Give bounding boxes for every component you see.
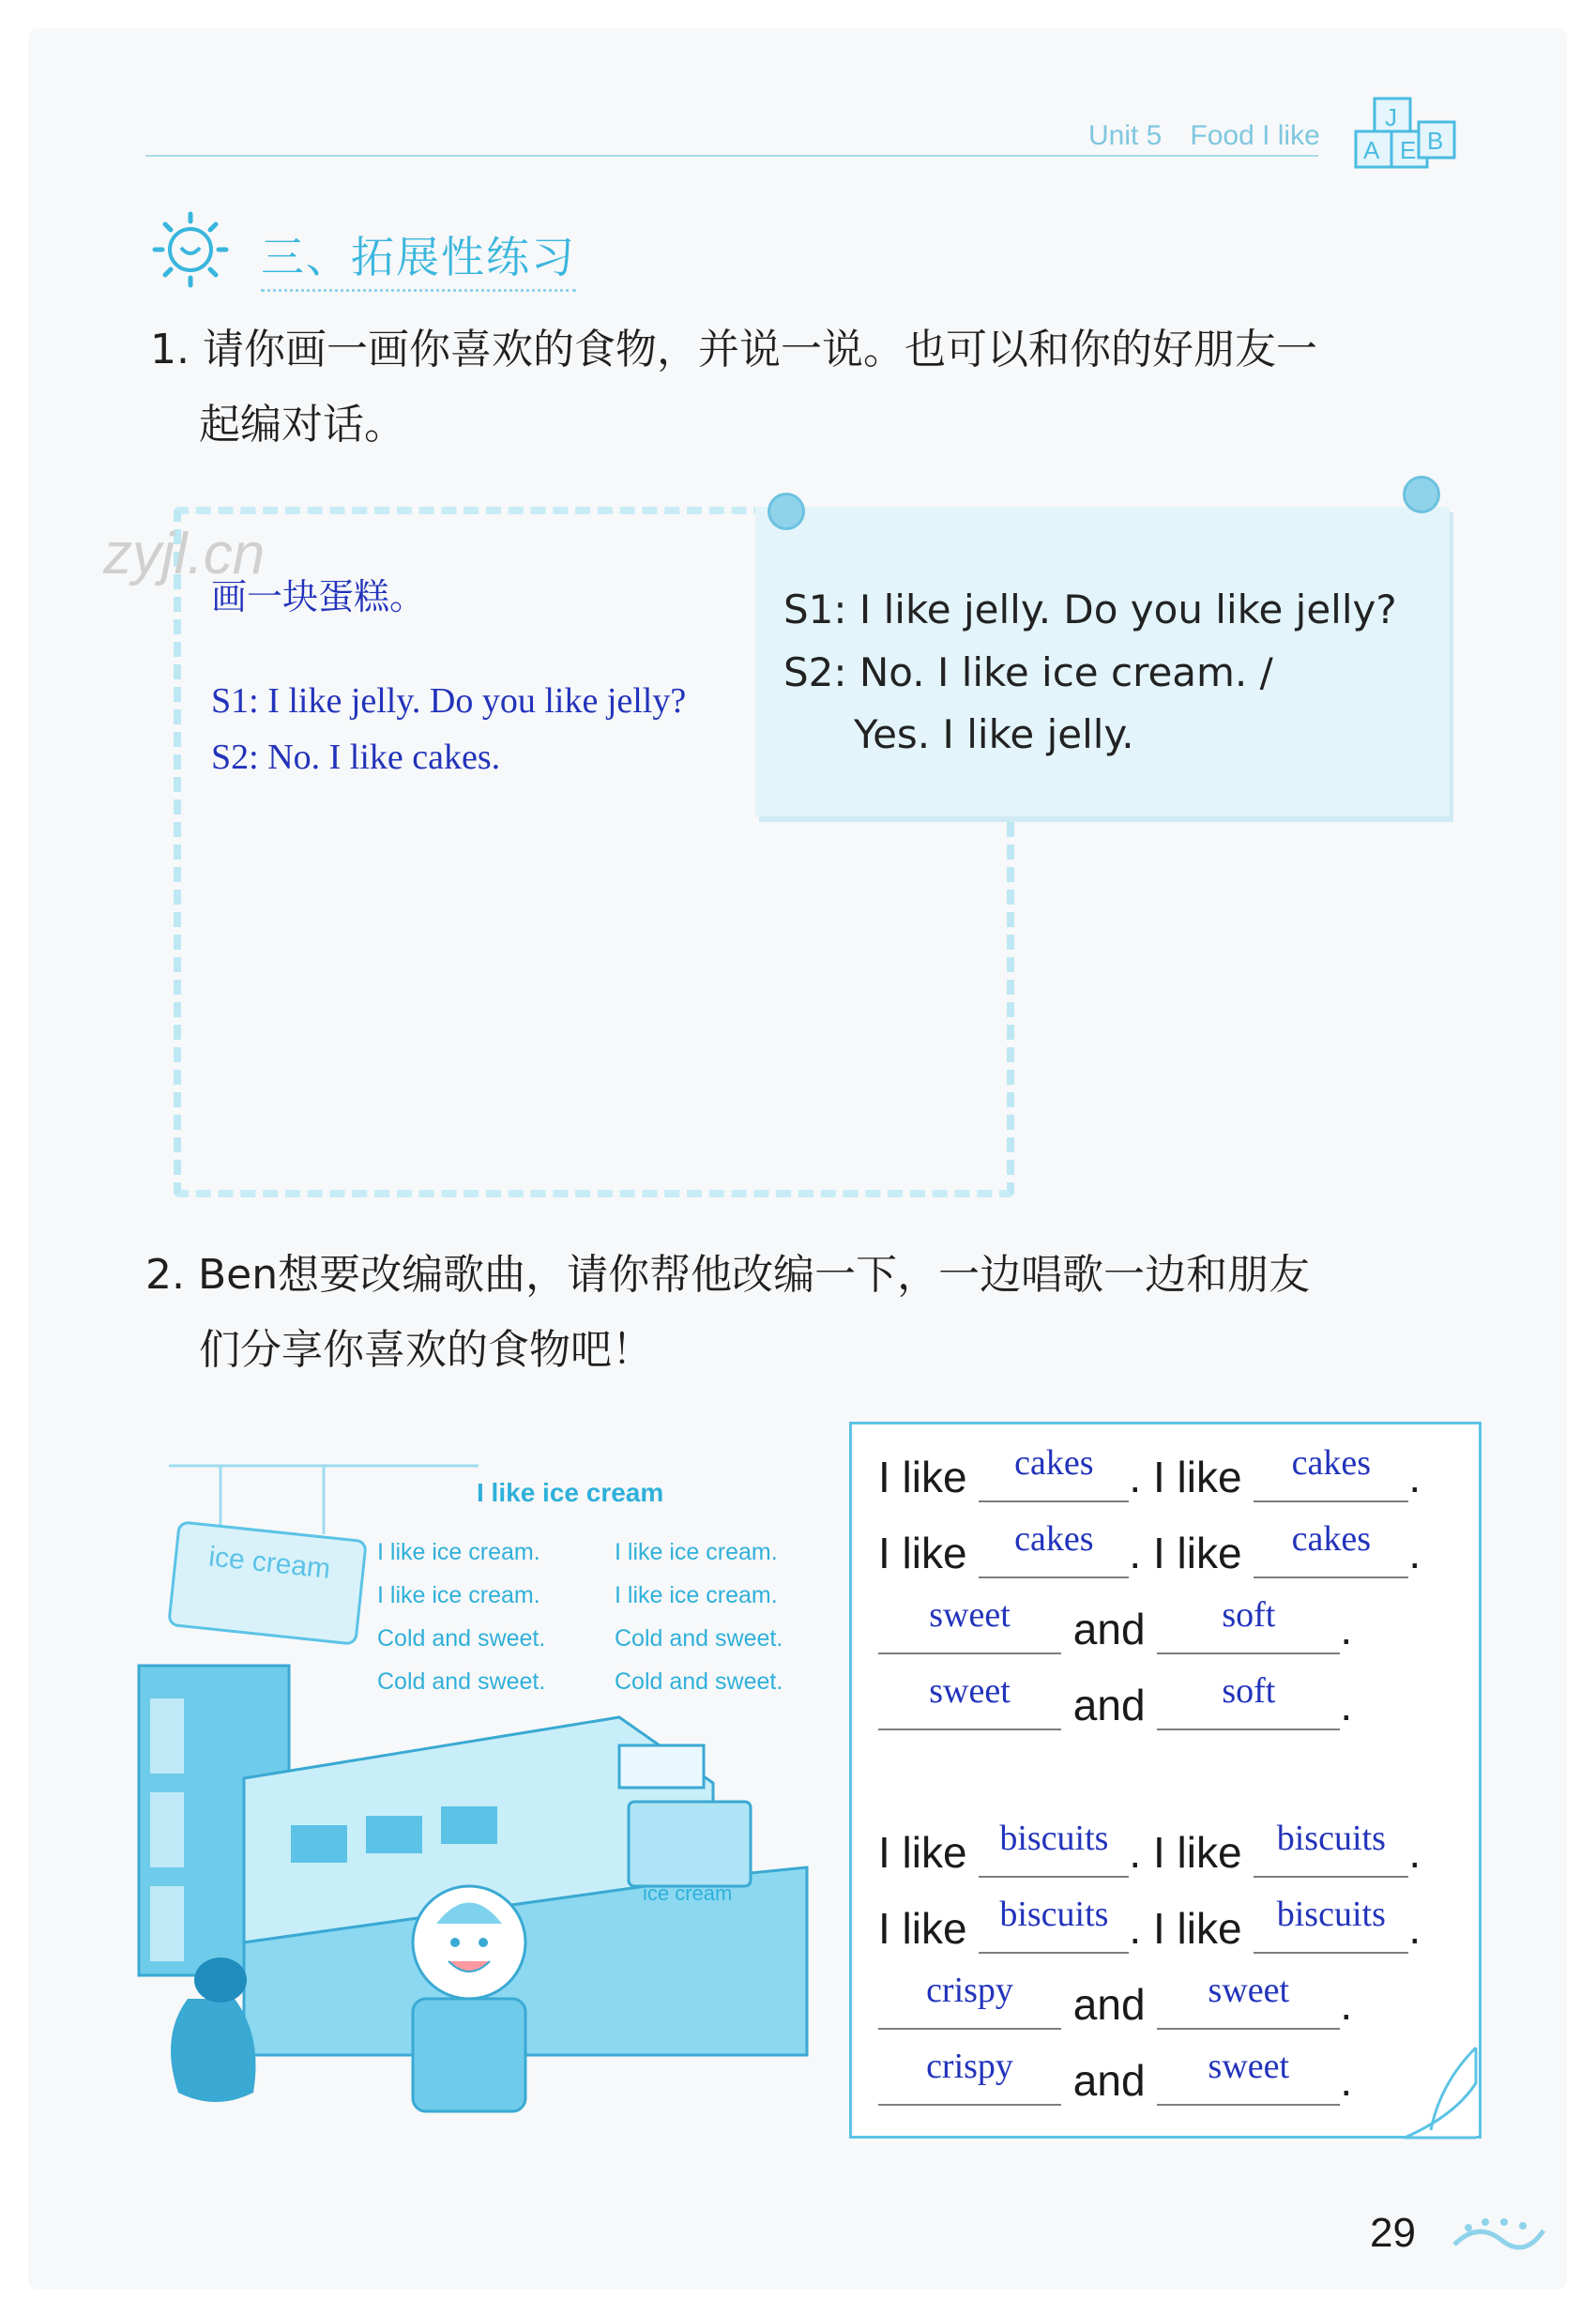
section-title: 三、拓展性练习 — [261, 223, 576, 292]
lyric-col1-line1: I like ice cream. — [377, 1539, 540, 1565]
lyric-col1-line4: Cold and sweet. — [377, 1668, 546, 1695]
answer-text: soft — [1222, 1595, 1276, 1635]
answer-text: biscuits — [999, 1895, 1109, 1934]
watermark: zyjl.cn — [103, 522, 266, 586]
answer-text: cakes — [1014, 1443, 1094, 1483]
food-blank[interactable] — [979, 1519, 1129, 1578]
verse1-line2 — [878, 1519, 1421, 1584]
verse2-line2 — [878, 1895, 1421, 1959]
header-rule — [145, 155, 1318, 157]
i-like-text: I like — [878, 1529, 967, 1577]
topic-label: Food I like — [1190, 120, 1320, 151]
adjective-blank[interactable] — [878, 1595, 1061, 1654]
svg-text:J: J — [1385, 103, 1397, 131]
i-like-text: I like — [878, 1828, 967, 1877]
verse1-line3 — [878, 1595, 1353, 1660]
page-number: 29 — [1370, 2210, 1416, 2256]
lyric-col2-line4: Cold and sweet. — [615, 1668, 783, 1695]
lyric-col1-line3: Cold and sweet. — [377, 1625, 546, 1652]
food-blank[interactable] — [979, 1895, 1129, 1954]
verse2-line3 — [878, 1971, 1353, 2035]
answer-text: cakes — [1014, 1519, 1094, 1559]
answer-text: biscuits — [1276, 1895, 1386, 1934]
shop-sign: ice cream — [206, 1541, 332, 1585]
adjective-blank[interactable] — [878, 1971, 1061, 2030]
counter-label: ice cream — [643, 1881, 733, 1905]
answer-text: soft — [1222, 1671, 1276, 1711]
verse2-line1 — [878, 1819, 1421, 1883]
period: . — [1340, 1681, 1353, 1729]
food-blank[interactable] — [979, 1819, 1129, 1878]
period: . — [1129, 1453, 1142, 1501]
i-like-text: I like — [1152, 1904, 1242, 1953]
food-blank[interactable] — [979, 1443, 1129, 1502]
food-blank[interactable] — [1254, 1819, 1408, 1878]
svg-text:A: A — [1363, 136, 1380, 164]
period: . — [1408, 1453, 1421, 1501]
i-like-text: I like — [1152, 1453, 1242, 1501]
note-line-s1: S1: I like jelly. Do you like jelly? — [783, 586, 1397, 632]
sun-icon — [145, 208, 235, 288]
period: . — [1408, 1529, 1421, 1577]
period: . — [1129, 1828, 1142, 1877]
food-blank[interactable] — [1254, 1519, 1408, 1578]
and-text: and — [1072, 2056, 1146, 2105]
answer-text: crispy — [926, 2047, 1013, 2086]
abc-blocks-icon — [1351, 94, 1459, 178]
answer-text: sweet — [1208, 1971, 1290, 2010]
lyric-col2-line1: I like ice cream. — [615, 1539, 778, 1565]
adjective-blank[interactable] — [878, 1671, 1061, 1730]
i-like-text: I like — [1152, 1529, 1242, 1577]
song-rewrite-card — [849, 1422, 1482, 2139]
answer-text: crispy — [926, 1971, 1013, 2010]
verse1-line1 — [878, 1443, 1421, 1508]
period: . — [1340, 2056, 1353, 2105]
unit-label: Unit 5 — [1088, 120, 1163, 151]
food-blank[interactable] — [1254, 1895, 1408, 1954]
period: . — [1408, 1828, 1421, 1877]
q2-prompt-line2: 们分享你喜欢的食物吧！ — [199, 1326, 653, 1374]
verse1-line4 — [878, 1671, 1353, 1736]
answer-text: sweet — [929, 1595, 1011, 1635]
running-header — [1088, 120, 1348, 152]
song-title: I like ice cream — [477, 1478, 664, 1507]
adjective-blank[interactable] — [1157, 1671, 1340, 1730]
answer-text: biscuits — [1276, 1819, 1386, 1858]
handwritten-dialogue-s2: S2: No. I like cakes. — [211, 738, 501, 777]
q1-prompt-line1: 1. 请你画一画你喜欢的食物，并说一说。也可以和你的好朋友一 — [150, 326, 1317, 373]
note-line-s2-alt: Yes. I like jelly. — [854, 711, 1134, 757]
answer-text: cakes — [1291, 1443, 1371, 1483]
period: . — [1340, 1605, 1353, 1653]
i-like-text: I like — [878, 1453, 967, 1501]
adjective-blank[interactable] — [1157, 2047, 1340, 2106]
and-text: and — [1072, 1980, 1146, 2029]
answer-text: biscuits — [999, 1819, 1109, 1858]
lyric-col2-line3: Cold and sweet. — [615, 1625, 783, 1652]
q2-prompt-line1: 2. Ben想要改编歌曲，请你帮他改编一下，一边唱歌一边和朋友 — [145, 1251, 1311, 1299]
verse2-line4 — [878, 2047, 1353, 2111]
pin-icon — [1403, 476, 1440, 513]
period: . — [1129, 1529, 1142, 1577]
adjective-blank[interactable] — [878, 2047, 1061, 2106]
period: . — [1408, 1904, 1421, 1953]
pin-icon — [768, 493, 805, 530]
page-curl-icon — [1403, 2046, 1478, 2140]
handwritten-dialogue-s1: S1: I like jelly. Do you like jelly? — [211, 681, 687, 721]
i-like-text: I like — [878, 1904, 967, 1953]
food-blank[interactable] — [1254, 1443, 1408, 1502]
svg-text:B: B — [1427, 127, 1444, 155]
svg-text:E: E — [1400, 136, 1417, 164]
adjective-blank[interactable] — [1157, 1595, 1340, 1654]
lyric-col2-line2: I like ice cream. — [615, 1582, 778, 1608]
answer-text: sweet — [1208, 2047, 1290, 2086]
lyric-col1-line2: I like ice cream. — [377, 1582, 540, 1608]
adjective-blank[interactable] — [1157, 1971, 1340, 2030]
handwritten-drawing-note: 画一块蛋糕。 — [211, 578, 426, 617]
answer-text: cakes — [1291, 1519, 1371, 1559]
answer-text: sweet — [929, 1671, 1011, 1711]
and-text: and — [1072, 1681, 1146, 1729]
period: . — [1340, 1980, 1353, 2029]
period: . — [1129, 1904, 1142, 1953]
note-line-s2: S2: No. I like ice cream. / — [783, 649, 1273, 695]
i-like-text: I like — [1152, 1828, 1242, 1877]
and-text: and — [1072, 1605, 1146, 1653]
wave-decoration-icon — [1450, 2216, 1548, 2263]
q1-prompt-line2: 起编对话。 — [199, 401, 405, 449]
